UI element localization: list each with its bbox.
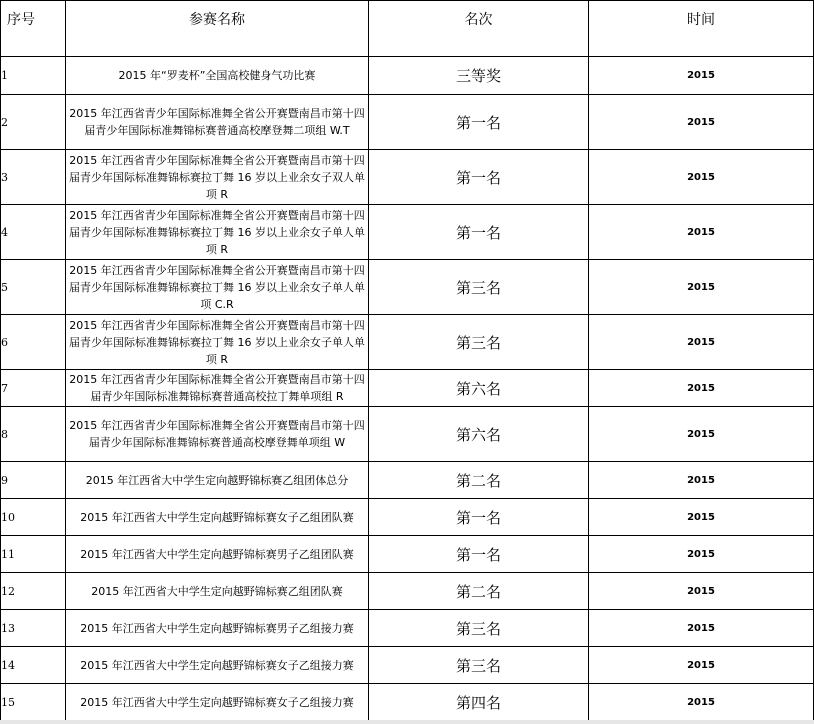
row-time: 2015 — [589, 205, 814, 260]
window-bottom-edge — [0, 720, 814, 724]
row-rank: 第六名 — [369, 370, 589, 407]
row-time: 2015 — [589, 407, 814, 462]
row-no: 1 — [1, 57, 66, 95]
row-time: 2015 — [589, 260, 814, 315]
row-rank: 第一名 — [369, 205, 589, 260]
header-rank: 名次 — [369, 1, 589, 57]
row-name: 2015 年江西省大中学生定向越野锦标赛女子乙组接力赛 — [66, 684, 369, 721]
row-name: 2015 年江西省青少年国际标准舞全省公开赛暨南昌市第十四届青少年国际标准舞锦标赛拉丁舞 16 岁以上业余女子单人单项 C.R — [66, 260, 369, 315]
row-name: 2015 年“罗麦杯”全国高校健身气功比赛 — [66, 57, 369, 95]
row-rank: 第六名 — [369, 407, 589, 462]
row-no: 4 — [1, 205, 66, 260]
row-name: 2015 年江西省青少年国际标准舞全省公开赛暨南昌市第十四届青少年国际标准舞锦标赛普通高校拉丁舞单项组 R — [66, 370, 369, 407]
table-header-row — [1, 1, 814, 57]
row-name: 2015 年江西省青少年国际标准舞全省公开赛暨南昌市第十四届青少年国际标准舞锦标赛拉丁舞 16 岁以上业余女子单人单项 R — [66, 315, 369, 370]
row-rank: 三等奖 — [369, 57, 589, 95]
row-name: 2015 年江西省青少年国际标准舞全省公开赛暨南昌市第十四届青少年国际标准舞锦标赛拉丁舞 16 岁以上业余女子单人单项 R — [66, 205, 369, 260]
row-time: 2015 — [589, 150, 814, 205]
row-rank: 第二名 — [369, 573, 589, 610]
row-no: 8 — [1, 407, 66, 462]
row-time: 2015 — [589, 315, 814, 370]
row-time: 2015 — [589, 499, 814, 536]
row-time: 2015 — [589, 684, 814, 721]
row-time: 2015 — [589, 536, 814, 573]
row-name: 2015 年江西省大中学生定向越野锦标赛乙组团体总分 — [66, 462, 369, 499]
row-time: 2015 — [589, 573, 814, 610]
header-no: 序号 — [1, 1, 66, 57]
row-rank: 第三名 — [369, 260, 589, 315]
row-time: 2015 — [589, 647, 814, 684]
row-name: 2015 年江西省青少年国际标准舞全省公开赛暨南昌市第十四届青少年国际标准舞锦标赛拉丁舞 16 岁以上业余女子双人单项 R — [66, 150, 369, 205]
row-rank: 第三名 — [369, 610, 589, 647]
row-rank: 第一名 — [369, 95, 589, 150]
row-no: 2 — [1, 95, 66, 150]
row-rank: 第四名 — [369, 684, 589, 721]
row-rank: 第一名 — [369, 150, 589, 205]
row-no: 6 — [1, 315, 66, 370]
row-no: 13 — [1, 610, 66, 647]
row-time: 2015 — [589, 370, 814, 407]
row-no: 11 — [1, 536, 66, 573]
row-name: 2015 年江西省青少年国际标准舞全省公开赛暨南昌市第十四届青少年国际标准舞锦标赛普通高校摩登舞单项组 W — [66, 407, 369, 462]
row-time: 2015 — [589, 95, 814, 150]
header-time: 时间 — [589, 1, 814, 57]
row-name: 2015 年江西省大中学生定向越野锦标赛男子乙组团队赛 — [66, 536, 369, 573]
table-body — [1, 57, 814, 721]
row-rank: 第三名 — [369, 647, 589, 684]
row-no: 3 — [1, 150, 66, 205]
row-no: 10 — [1, 499, 66, 536]
row-name: 2015 年江西省青少年国际标准舞全省公开赛暨南昌市第十四届青少年国际标准舞锦标赛普通高校摩登舞二项组 W.T — [66, 95, 369, 150]
row-rank: 第一名 — [369, 536, 589, 573]
row-no: 14 — [1, 647, 66, 684]
row-no: 5 — [1, 260, 66, 315]
row-name: 2015 年江西省大中学生定向越野锦标赛乙组团队赛 — [66, 573, 369, 610]
row-time: 2015 — [589, 462, 814, 499]
header-name: 参赛名称 — [66, 1, 369, 57]
row-time: 2015 — [589, 57, 814, 95]
row-no: 15 — [1, 684, 66, 721]
row-no: 12 — [1, 573, 66, 610]
row-rank: 第三名 — [369, 315, 589, 370]
row-rank: 第一名 — [369, 499, 589, 536]
row-name: 2015 年江西省大中学生定向越野锦标赛女子乙组接力赛 — [66, 647, 369, 684]
row-no: 7 — [1, 370, 66, 407]
row-rank: 第二名 — [369, 462, 589, 499]
row-no: 9 — [1, 462, 66, 499]
row-time: 2015 — [589, 610, 814, 647]
row-name: 2015 年江西省大中学生定向越野锦标赛男子乙组接力赛 — [66, 610, 369, 647]
row-name: 2015 年江西省大中学生定向越野锦标赛女子乙组团队赛 — [66, 499, 369, 536]
